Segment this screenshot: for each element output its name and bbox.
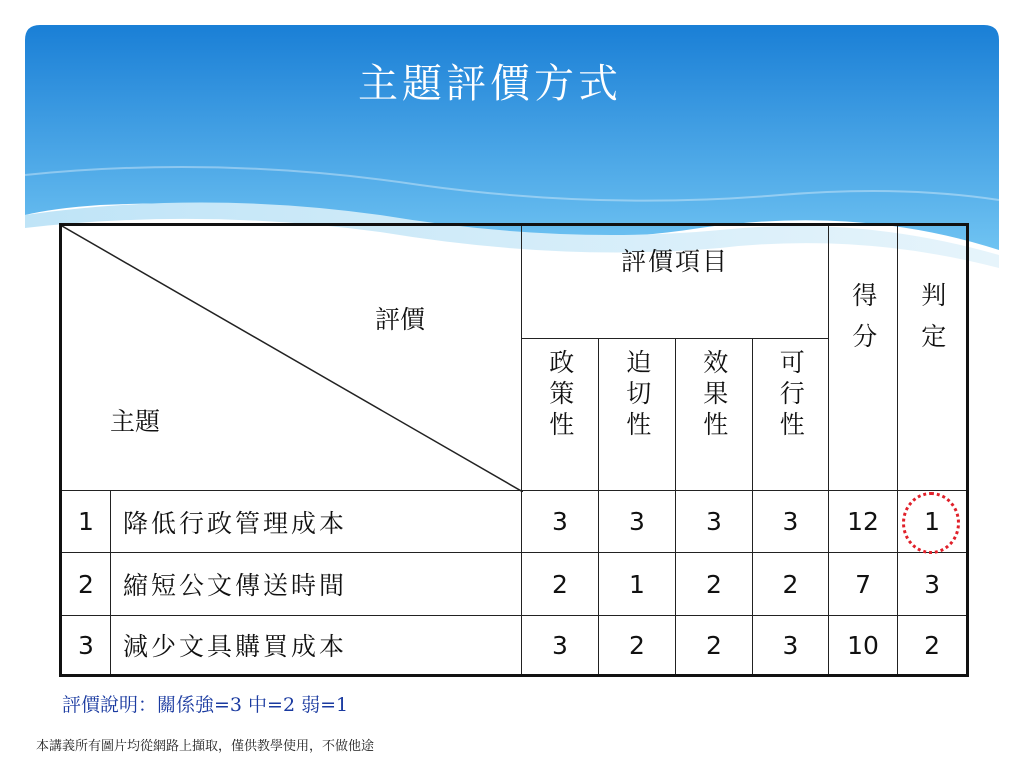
row-rank: 2 bbox=[61, 553, 111, 616]
row-topic: 降低行政管理成本 bbox=[111, 491, 522, 553]
judgement-header: 判定 bbox=[898, 225, 968, 491]
total-cell: 12 bbox=[829, 491, 898, 553]
diagonal-line bbox=[62, 226, 523, 492]
criterion-header: 效果性 bbox=[676, 339, 753, 491]
score-cell: 2 bbox=[599, 616, 676, 676]
judgement-cell bbox=[898, 491, 968, 553]
criterion-header: 可行性 bbox=[753, 339, 829, 491]
row-topic: 縮短公文傳送時間 bbox=[111, 553, 522, 616]
score-cell: 2 bbox=[676, 616, 753, 676]
judgement-cell: 2 bbox=[898, 616, 968, 676]
slide-title: 主題評價方式 bbox=[358, 61, 622, 107]
row-rank: 1 bbox=[61, 491, 111, 553]
row-rank: 3 bbox=[61, 616, 111, 676]
corner-topic-label: 主題 bbox=[110, 407, 161, 436]
disclaimer-text: 本講義所有圖片均從網路上擷取，僅供教學使用，不做他途 bbox=[36, 739, 375, 754]
score-cell: 3 bbox=[753, 616, 829, 676]
table-row bbox=[61, 616, 968, 676]
score-cell: 2 bbox=[676, 553, 753, 616]
table-row bbox=[61, 553, 968, 616]
table-row bbox=[61, 491, 968, 553]
score-cell: 3 bbox=[522, 616, 599, 676]
diagonal-header-cell bbox=[61, 225, 522, 491]
row-topic: 減少文具購買成本 bbox=[111, 616, 522, 676]
corner-eval-label: 評價 bbox=[375, 305, 426, 334]
evaluation-note: 評價說明：關係強=3 中=2 弱=1 bbox=[62, 694, 349, 716]
evaluation-table bbox=[59, 223, 969, 677]
score-cell: 3 bbox=[753, 491, 829, 553]
score-cell: 1 bbox=[599, 553, 676, 616]
score-header: 得分 bbox=[829, 225, 898, 491]
total-cell: 7 bbox=[829, 553, 898, 616]
criteria-group-header: 評價項目 bbox=[522, 225, 829, 339]
judgement-cell: 3 bbox=[898, 553, 968, 616]
score-cell: 3 bbox=[599, 491, 676, 553]
score-cell: 2 bbox=[753, 553, 829, 616]
judgement-value: 1 bbox=[924, 507, 940, 536]
score-cell: 2 bbox=[522, 553, 599, 616]
score-cell: 3 bbox=[522, 491, 599, 553]
total-cell: 10 bbox=[829, 616, 898, 676]
criterion-header: 政策性 bbox=[522, 339, 599, 491]
score-cell: 3 bbox=[676, 491, 753, 553]
criterion-header: 迫切性 bbox=[599, 339, 676, 491]
